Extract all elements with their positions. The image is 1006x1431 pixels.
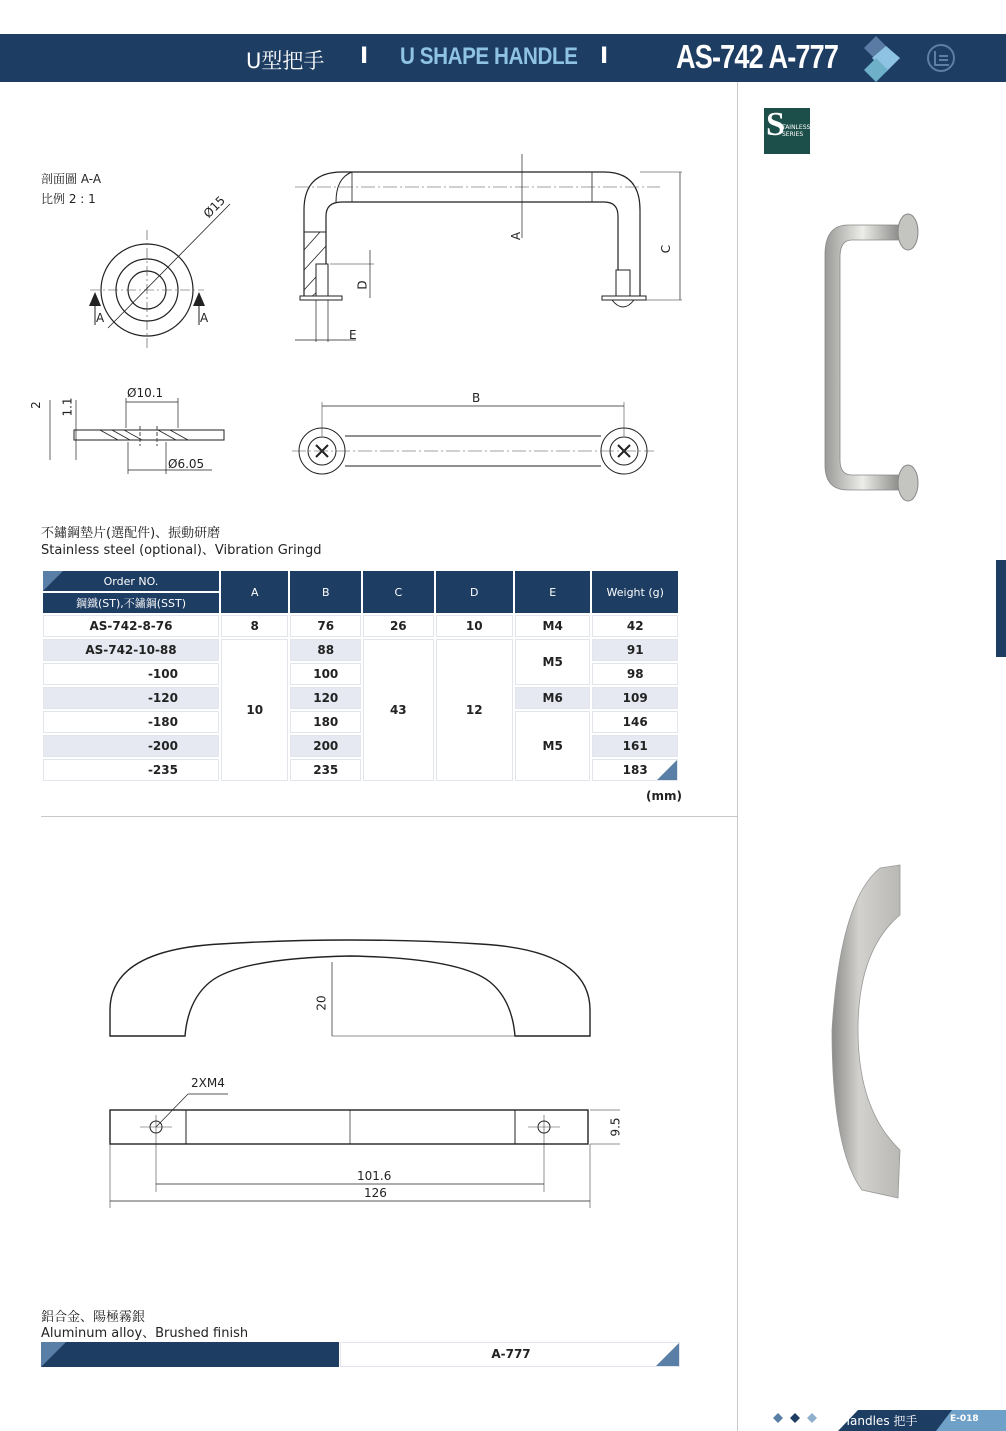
page-number: E-018 [950,1414,979,1424]
hole-spacing-label: 101.6 [357,1169,392,1183]
col-b-header: B [290,571,361,613]
stainless-handle-photo [800,205,930,505]
a777-drawing [100,930,620,1210]
table-row: -120 120 M6 109 [43,687,678,709]
table-row: -100 100 98 [43,663,678,685]
title-separator-2: I [600,44,609,69]
dimension-a-label: A [509,231,524,241]
col-weight-header: Weight (g) [592,571,678,613]
section-marker-a-left: A [96,311,105,325]
alloy-note-en: Aluminum alloy、Brushed finish [41,1326,249,1341]
width-95-label: 9.5 [608,1117,623,1137]
section-drawing [40,190,270,480]
col-d-header: D [436,571,513,613]
diameter-15-label: Ø15 [200,193,229,221]
footer-label: Handles 把手 [841,1414,918,1428]
sidebar-tab [996,560,1006,657]
dimension-c-label: C [659,244,674,254]
section-marker-a-right: A [200,311,209,325]
title-en: U SHAPE HANDLE [400,43,578,70]
table-row: AS-742-8-76 8 76 26 10 M4 42 [43,615,678,637]
table-row: -200 200 161 [43,735,678,757]
vertical-divider [737,82,738,1431]
stainless-badge: S TAINLESS SERIES [764,108,810,154]
order-header: Order NO. [43,571,219,591]
dimension-b-label: B [472,391,481,405]
title-cn: U型把手 [246,49,325,73]
a777-bar [340,1342,680,1367]
handle-top-view [290,398,670,488]
a777-bar-dark [41,1342,339,1367]
a777-code: A-777 [491,1347,531,1361]
dimension-d-label: D [355,280,370,290]
title-separator: I [360,44,369,69]
col-c-header: C [363,571,433,613]
col-e-header: E [515,571,590,613]
dimension-e-label: E [349,328,357,342]
diameter-605-label: Ø6.05 [168,457,205,471]
unit-label: (mm) [646,789,682,803]
table-row: AS-742-10-88 10 88 43 12 M5 91 [43,639,678,661]
height-20-label: 20 [314,995,329,1011]
finish-note-cn: 不鏽鋼墊片(選配件)、振動研磨 [41,526,221,541]
header-decoration-icon [860,34,960,82]
table-row: -235 235 183 [43,759,678,781]
product-codes: AS-742 A-777 [676,38,839,75]
diameter-101-label: Ø10.1 [127,386,164,400]
spec-table [41,569,680,783]
scale-label: 比例 2 : 1 [41,192,96,206]
section-label: 剖面圖 A-A [41,172,102,186]
washer-step-label: 1.1 [60,397,75,417]
finish-note-en: Stainless steel (optional)、Vibration Gringd [41,543,322,558]
material-header: 鋼鐵(ST),不鏽鋼(SST) [43,593,219,613]
aluminum-handle-photo [820,860,920,1205]
table-row: -180 180 M5 146 [43,711,678,733]
thread-label: 2XM4 [191,1076,225,1090]
overall-length-label: 126 [364,1186,387,1200]
col-a-header: A [221,571,289,613]
alloy-note-cn: 鋁合金、陽極霧銀 [41,1310,146,1325]
section-divider [41,816,737,817]
washer-thickness-label: 2 [28,401,43,409]
